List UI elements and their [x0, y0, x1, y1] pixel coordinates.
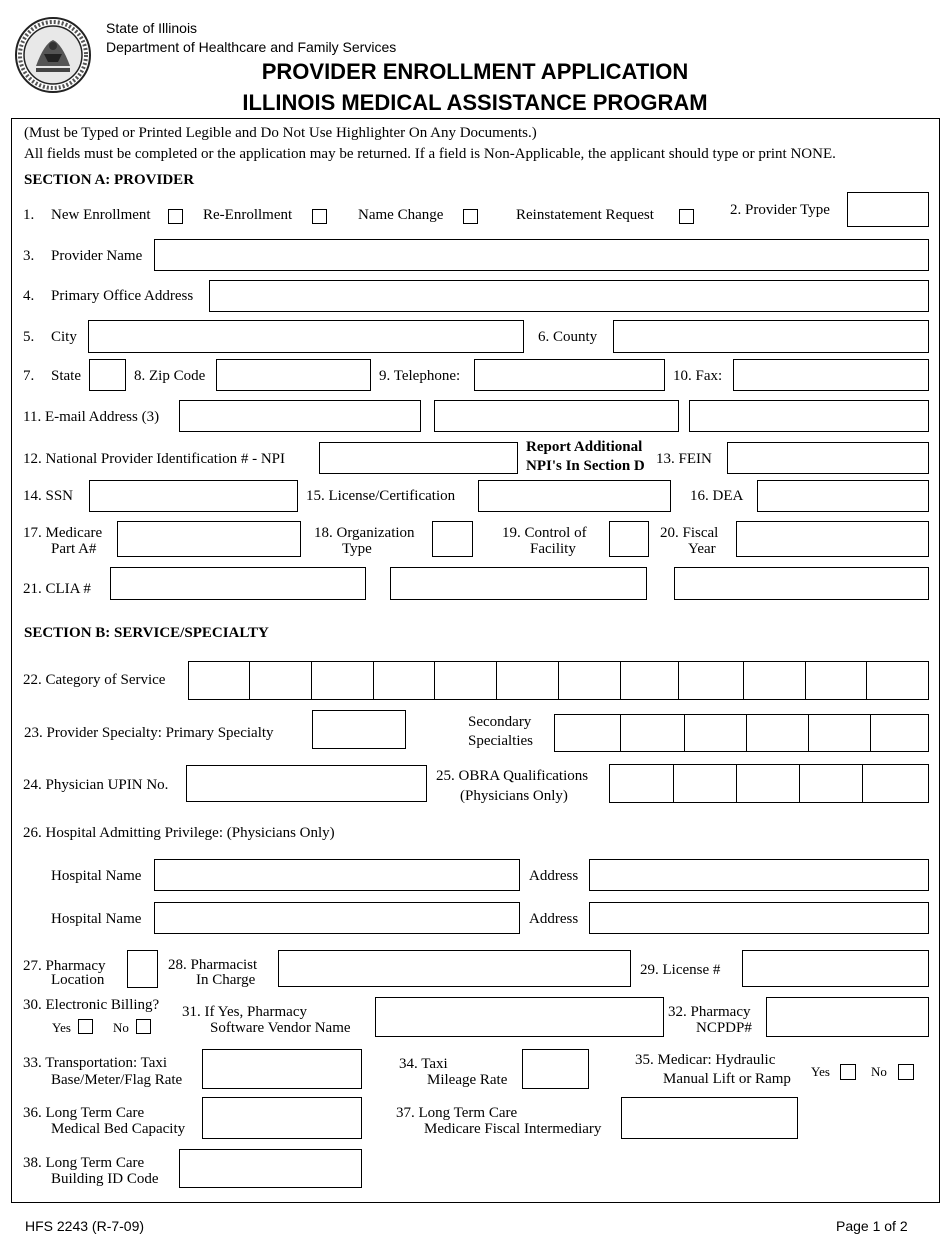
taxi-base-label-2: Base/Meter/Flag Rate: [51, 1072, 183, 1088]
clia-field-3[interactable]: [674, 567, 929, 600]
zip-code-field[interactable]: [216, 359, 371, 391]
taxi-mileage-label-1: 34. Taxi: [399, 1056, 448, 1072]
hospital-address-label-1: Address: [529, 868, 579, 884]
upin-label: 24. Physician UPIN No.: [23, 777, 169, 793]
email-field-3[interactable]: [689, 400, 929, 432]
electronic-billing-yes-label: Yes: [52, 1020, 71, 1035]
agency-line-2: Department of Healthcare and Family Services: [106, 39, 397, 55]
npi-label: 12. National Provider Identification # - NPI: [23, 451, 286, 467]
license-num-label: 29. License #: [640, 962, 721, 978]
category-service-label: 22. Category of Service: [23, 672, 166, 688]
ltc-building-label-1: 38. Long Term Care: [23, 1155, 145, 1171]
dea-field[interactable]: [757, 480, 929, 512]
obra-cell[interactable]: [736, 764, 800, 803]
ltc-fiscal-label-1: 37. Long Term Care: [396, 1105, 518, 1121]
dea-label: 16. DEA: [690, 488, 744, 504]
license-label: 15. License/Certification: [306, 488, 456, 504]
state-field[interactable]: [89, 359, 126, 391]
fiscal-year-field[interactable]: [736, 521, 929, 557]
clia-field-2[interactable]: [390, 567, 647, 600]
control-field[interactable]: [609, 521, 649, 557]
secondary-specialties-label-1: Secondary: [468, 714, 532, 730]
section-b-title: SECTION B: SERVICE/SPECIALTY: [24, 625, 269, 641]
field-5-number: 5.: [23, 329, 35, 345]
ssn-field[interactable]: [89, 480, 298, 512]
category-service-cell[interactable]: [743, 661, 806, 700]
category-service-cell[interactable]: [373, 661, 435, 700]
fiscal-year-label-2: Year: [688, 541, 716, 557]
hospital-name-label-2: Hospital Name: [51, 911, 142, 927]
category-service-cell[interactable]: [558, 661, 621, 700]
field-1-number: 1.: [23, 207, 35, 223]
reinstatement-label: Reinstatement Request: [516, 207, 654, 223]
re-enrollment-checkbox[interactable]: [312, 209, 327, 224]
hospital-address-field-2[interactable]: [589, 902, 929, 934]
electronic-billing-no-label: No: [113, 1020, 129, 1035]
medicar-no-checkbox[interactable]: [898, 1064, 914, 1080]
control-label-2: Facility: [530, 541, 576, 557]
category-service-cell[interactable]: [805, 661, 867, 700]
taxi-base-field[interactable]: [202, 1049, 362, 1089]
medicar-yes-checkbox[interactable]: [840, 1064, 856, 1080]
secondary-specialty-cell[interactable]: [620, 714, 685, 752]
fein-field[interactable]: [727, 442, 929, 474]
secondary-specialty-cell[interactable]: [684, 714, 747, 752]
category-service-cell[interactable]: [311, 661, 374, 700]
fax-field[interactable]: [733, 359, 929, 391]
fax-label: 10. Fax:: [673, 368, 723, 384]
obra-cell[interactable]: [673, 764, 737, 803]
license-num-field[interactable]: [742, 950, 929, 987]
email-field-2[interactable]: [434, 400, 679, 432]
npi-field[interactable]: [319, 442, 518, 474]
field-3-number: 3.: [23, 248, 35, 264]
obra-cell[interactable]: [609, 764, 674, 803]
field-7-number: 7.: [23, 368, 35, 384]
hospital-address-field-1[interactable]: [589, 859, 929, 891]
medicar-yes-label: Yes: [811, 1064, 830, 1079]
software-vendor-field[interactable]: [375, 997, 664, 1037]
section-a-title: SECTION A: PROVIDER: [24, 172, 195, 188]
city-field[interactable]: [88, 320, 524, 353]
provider-name-field[interactable]: [154, 239, 929, 271]
re-enrollment-label: Re-Enrollment: [203, 207, 293, 223]
instructions-line-2: All fields must be completed or the application may be returned. If a field is Non-Applicable, the applicant should type or print NONE.: [24, 146, 836, 162]
ltc-bed-label-1: 36. Long Term Care: [23, 1105, 145, 1121]
ncpdp-field[interactable]: [766, 997, 929, 1037]
ltc-fiscal-field[interactable]: [621, 1097, 798, 1139]
zip-code-label: 8. Zip Code: [134, 368, 206, 384]
pharmacy-location-label-2: Location: [51, 972, 105, 988]
field-4-number: 4.: [23, 288, 35, 304]
fein-label: 13. FEIN: [656, 451, 712, 467]
ncpdp-label-2: NCPDP#: [696, 1020, 752, 1036]
pharmacist-label-1: 28. Pharmacist: [168, 957, 258, 973]
ssn-label: 14. SSN: [23, 488, 74, 504]
npi-note-2: NPI's In Section D: [526, 458, 645, 474]
software-vendor-label-2: Software Vendor Name: [210, 1020, 351, 1036]
category-service-cell[interactable]: [678, 661, 744, 700]
taxi-base-label-1: 33. Transportation: Taxi: [23, 1055, 168, 1071]
obra-cell[interactable]: [862, 764, 929, 803]
hospital-privilege-label: 26. Hospital Admitting Privilege: (Physicians Only): [23, 825, 335, 841]
clia-field-1[interactable]: [110, 567, 366, 600]
primary-specialty-field[interactable]: [312, 710, 406, 749]
clia-label: 21. CLIA #: [23, 581, 91, 597]
obra-label-2: (Physicians Only): [460, 788, 568, 804]
ltc-building-field[interactable]: [179, 1149, 362, 1188]
new-enrollment-label: New Enrollment: [51, 207, 151, 223]
new-enrollment-checkbox[interactable]: [168, 209, 183, 224]
form-title-1: PROVIDER ENROLLMENT APPLICATION: [261, 59, 689, 84]
medicar-label-1: 35. Medicar: Hydraulic: [635, 1052, 776, 1068]
provider-type-field[interactable]: [847, 192, 929, 227]
secondary-specialty-cell[interactable]: [870, 714, 929, 752]
taxi-mileage-label-2: Mileage Rate: [427, 1072, 508, 1088]
office-address-field[interactable]: [209, 280, 929, 312]
control-label-1: 19. Control of: [502, 525, 587, 541]
telephone-label: 9. Telephone:: [379, 368, 461, 384]
provider-name-label: Provider Name: [51, 248, 143, 264]
city-label: City: [51, 329, 77, 345]
ltc-building-label-2: Building ID Code: [51, 1171, 159, 1187]
name-change-label: Name Change: [358, 207, 444, 223]
instructions-line-1: (Must be Typed or Printed Legible and Do Not Use Highlighter On Any Documents.): [24, 125, 537, 141]
license-field[interactable]: [478, 480, 671, 512]
secondary-specialties-label-2: Specialties: [468, 733, 533, 749]
secondary-specialty-cell[interactable]: [746, 714, 809, 752]
agency-line-1: State of Illinois: [106, 20, 198, 36]
org-type-label-1: 18. Organization: [314, 525, 415, 541]
secondary-specialty-cell[interactable]: [554, 714, 621, 752]
ltc-bed-label-2: Medical Bed Capacity: [51, 1121, 186, 1137]
electronic-billing-no-checkbox[interactable]: [136, 1019, 151, 1034]
pharmacy-location-field[interactable]: [127, 950, 158, 988]
electronic-billing-yes-checkbox[interactable]: [78, 1019, 93, 1034]
medicar-no-label: No: [871, 1064, 887, 1079]
category-service-cell[interactable]: [620, 661, 679, 700]
email-field-1[interactable]: [179, 400, 421, 432]
obra-cell[interactable]: [799, 764, 863, 803]
electronic-billing-label: 30. Electronic Billing?: [23, 997, 160, 1013]
ncpdp-label-1: 32. Pharmacy: [668, 1004, 751, 1020]
email-label: 11. E-mail Address (3): [23, 409, 160, 425]
fiscal-year-label-1: 20. Fiscal: [660, 525, 719, 541]
category-service-cell[interactable]: [496, 661, 559, 700]
medicare-field[interactable]: [117, 521, 301, 557]
office-address-label: Primary Office Address: [51, 288, 194, 304]
obra-label-1: 25. OBRA Qualifications: [436, 768, 589, 784]
pharmacist-label-2: In Charge: [196, 972, 256, 988]
hospital-name-label-1: Hospital Name: [51, 868, 142, 884]
pharmacy-location-label-1: 27. Pharmacy: [23, 958, 106, 974]
category-service-cell[interactable]: [434, 661, 497, 700]
hospital-name-field-2[interactable]: [154, 902, 520, 934]
medicare-label-1: 17. Medicare: [23, 525, 103, 541]
state-label: State: [51, 368, 81, 384]
category-service-cell[interactable]: [188, 661, 250, 700]
form-title-2: ILLINOIS MEDICAL ASSISTANCE PROGRAM: [242, 90, 708, 115]
form-id: HFS 2243 (R-7-09): [25, 1218, 145, 1234]
medicar-label-2: Manual Lift or Ramp: [663, 1071, 791, 1087]
npi-note-1: Report Additional: [526, 439, 643, 455]
upin-field[interactable]: [186, 765, 427, 802]
name-change-checkbox[interactable]: [463, 209, 478, 224]
hospital-address-label-2: Address: [529, 911, 579, 927]
taxi-mileage-field[interactable]: [522, 1049, 589, 1089]
telephone-field[interactable]: [474, 359, 665, 391]
software-vendor-label-1: 31. If Yes, Pharmacy: [182, 1004, 307, 1020]
reinstatement-checkbox[interactable]: [679, 209, 694, 224]
county-field[interactable]: [613, 320, 929, 353]
secondary-specialty-cell[interactable]: [808, 714, 871, 752]
page-number: Page 1 of 2: [836, 1218, 908, 1234]
org-type-label-2: Type: [342, 541, 372, 557]
county-label: 6. County: [538, 329, 598, 345]
pharmacist-field[interactable]: [278, 950, 631, 987]
hospital-name-field-1[interactable]: [154, 859, 520, 891]
category-service-cell[interactable]: [866, 661, 929, 700]
medicare-label-2: Part A#: [51, 541, 97, 557]
provider-type-label: 2. Provider Type: [730, 202, 830, 218]
primary-specialty-label: 23. Provider Specialty: Primary Specialty: [24, 725, 274, 741]
org-type-field[interactable]: [432, 521, 473, 557]
ltc-bed-field[interactable]: [202, 1097, 362, 1139]
category-service-cell[interactable]: [249, 661, 312, 700]
ltc-fiscal-label-2: Medicare Fiscal Intermediary: [424, 1121, 602, 1137]
